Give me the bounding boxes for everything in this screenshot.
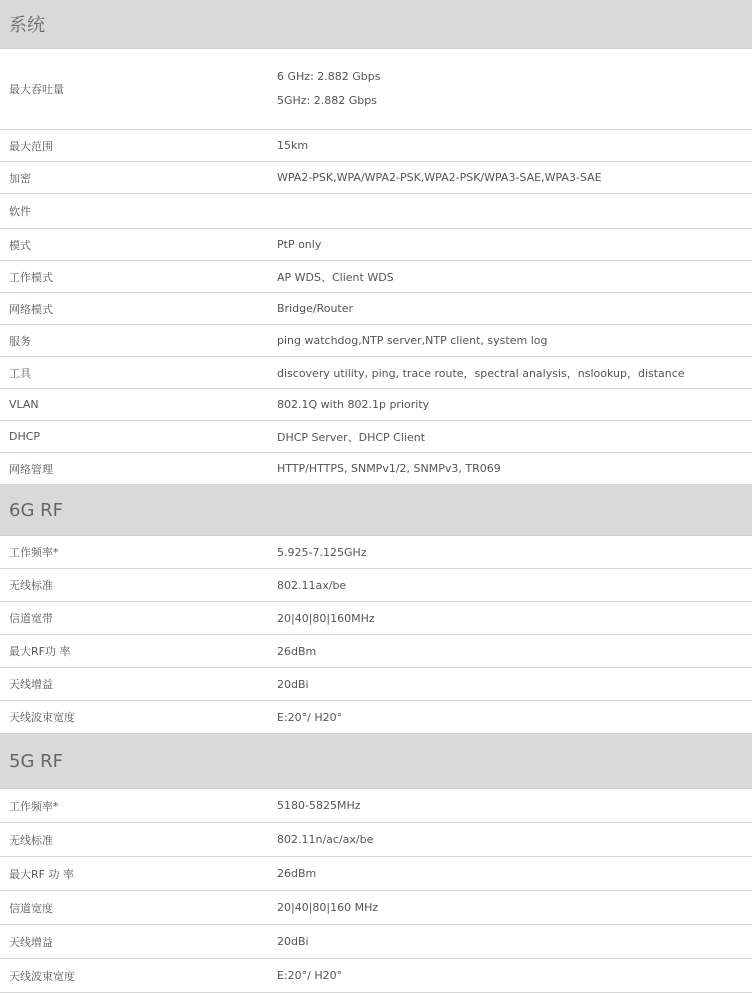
spec-row-network-mode: [0, 293, 752, 325]
spec-value: E:20°/ H20°: [277, 710, 343, 724]
spec-row-services: [0, 325, 752, 357]
spec-value: discovery utility, ping, trace route，spectral analysis，nslookup，distance: [277, 366, 685, 380]
spec-value: HTTP/HTTPS, SNMPv1/2, SNMPv3, TR069: [277, 462, 501, 475]
spec-row-software: [0, 194, 752, 229]
spec-label: 工作模式: [9, 270, 53, 284]
spec-row-wireless-standard-5g: [0, 823, 752, 857]
spec-value: Bridge/Router: [277, 302, 354, 315]
spec-label: 天线波束宽度: [9, 711, 75, 724]
spec-label: 信道宽度: [9, 901, 53, 915]
spec-value: PtP only: [277, 238, 322, 251]
spec-label: 信道宽带: [9, 612, 53, 625]
spec-value: AP WDS、Client WDS: [277, 270, 394, 284]
spec-row-work-mode: [0, 261, 752, 293]
spec-value-line: 5GHz: 2.882 Gbps: [277, 94, 377, 107]
section-header-6g-rf: [0, 485, 752, 536]
spec-row-network-management: [0, 453, 752, 485]
spec-label: 天线波束宽度: [9, 969, 75, 983]
spec-label: 最大范围: [9, 139, 53, 153]
spec-label: 最大吞吐量: [9, 83, 64, 96]
spec-value: DHCP Server、DHCP Client: [277, 430, 426, 444]
spec-value: E:20°/ H20°: [277, 969, 343, 982]
spec-label: 网络模式: [9, 302, 53, 316]
spec-label: 模式: [9, 238, 31, 252]
spec-label: 最大RF功 率: [9, 645, 71, 658]
spec-label: VLAN: [9, 398, 39, 411]
spec-label: 工作频率*: [9, 799, 59, 813]
spec-row-max-throughput: [0, 49, 752, 130]
spec-row-antenna-gain-6g: [0, 668, 752, 701]
spec-value: 20dBi: [277, 935, 309, 948]
spec-row-dhcp: [0, 421, 752, 453]
section-header-5g-rf: [0, 734, 752, 789]
section-title: 系统: [9, 15, 45, 36]
spec-value-line: 6 GHz: 2.882 Gbps: [277, 70, 381, 83]
spec-value: WPA2-PSK,WPA/WPA2-PSK,WPA2-PSK/WPA3-SAE,WPA3-SAE: [277, 171, 602, 184]
spec-row-wireless-standard-6g: [0, 569, 752, 602]
spec-label: 工具: [9, 366, 31, 380]
spec-row-channel-width-6g: [0, 602, 752, 635]
spec-label: 软件: [9, 205, 31, 218]
spec-row-max-range: [0, 130, 752, 162]
spec-label: 无线标准: [9, 579, 53, 592]
spec-value: 26dBm: [277, 644, 317, 658]
spec-value: 802.11ax/be: [277, 578, 347, 592]
spec-value: 26dBm: [277, 867, 317, 880]
spec-label: 天线增益: [9, 678, 53, 691]
spec-label: 加密: [9, 171, 31, 185]
spec-value: 20|40|80|160MHz: [277, 611, 375, 625]
spec-value: 5180-5825MHz: [277, 799, 361, 812]
spec-value: ping watchdog,NTP server,NTP client, system log: [277, 334, 548, 347]
section-header-system: [0, 0, 752, 49]
spec-label: 服务: [9, 334, 31, 348]
spec-row-max-rf-power-5g: [0, 857, 752, 891]
spec-value: 20dBi: [277, 677, 309, 691]
spec-row-tools: [0, 357, 752, 389]
spec-value: [268, 49, 752, 129]
spec-row-beamwidth-5g: [0, 959, 752, 993]
spec-label: 最大RF 功 率: [9, 867, 74, 881]
spec-label: 天线增益: [9, 935, 53, 949]
spec-row-max-rf-power-6g: [0, 635, 752, 668]
spec-row-vlan: [0, 389, 752, 421]
spec-row-frequency-6g: [0, 536, 752, 569]
spec-row-mode: [0, 229, 752, 261]
spec-row-channel-width-5g: [0, 891, 752, 925]
spec-value: 20|40|80|160 MHz: [277, 901, 379, 914]
section-title: 5G RF: [9, 750, 63, 772]
spec-value: 802.1Q with 802.1p priority: [277, 398, 430, 411]
spec-label: 无线标准: [9, 833, 53, 847]
spec-label: 网络管理: [9, 462, 53, 476]
spec-value: 802.11n/ac/ax/be: [277, 833, 374, 846]
spec-value: 15km: [277, 139, 309, 152]
spec-label: 工作频率*: [9, 546, 59, 559]
spec-row-encryption: [0, 162, 752, 194]
spec-row-beamwidth-6g: [0, 701, 752, 734]
spec-value: [268, 194, 752, 228]
spec-label: DHCP: [9, 430, 41, 443]
section-title: 6G RF: [9, 499, 63, 521]
spec-value: 5.925-7.125GHz: [277, 545, 367, 559]
spec-row-antenna-gain-5g: [0, 925, 752, 959]
spec-row-frequency-5g: [0, 789, 752, 823]
